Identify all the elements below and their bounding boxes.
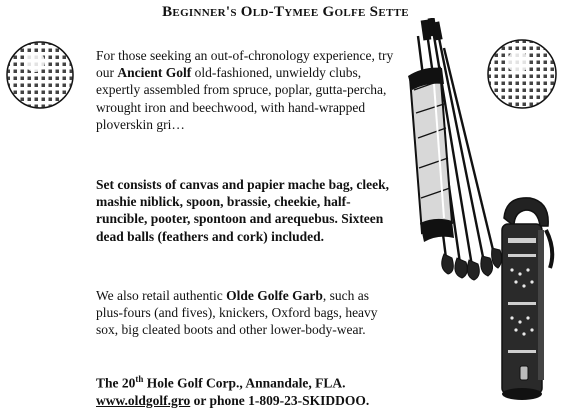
intro-paragraph: For those seeking an out-of-chronology experience, try our Ancient Golf old-fashioned, unwieldy clubs, expertly assembled from spruce, poplar, gutta-percha, wrought iron and beechwood, with hand-wrapped ploverskin gri… xyxy=(96,48,394,132)
brand-ancient-golf: Ancient Golf xyxy=(117,65,192,81)
brand-olde-golfe-garb: Olde Golfe Garb xyxy=(226,288,323,303)
contact-line: www.oldgolf.gro or phone 1-809-23-SKIDDOO. xyxy=(96,392,370,408)
company-line: The 20th Hole Golf Corp., Annandale, FLA. xyxy=(96,374,346,391)
set-description: Set consists of canvas and papier mache bag, cleek, mashie niblick, spoon, brassie, cheekie, half-runcible, pooter, spontoon and arequebus. Sixteen dead balls (feathers and cork) included. xyxy=(96,177,390,244)
page-title: Beginner's Old-Tymee Golfe Sette xyxy=(162,4,409,20)
golf-bag-with-clubs-icon xyxy=(404,18,504,293)
small-golf-bag-icon xyxy=(490,190,562,405)
golf-ball-icon xyxy=(5,40,75,110)
footer-contact xyxy=(96,371,426,409)
website-link[interactable]: www.oldgolf.gro xyxy=(96,392,191,408)
garb-paragraph: We also retail authentic Olde Golfe Garb, such as plus-fours (and fives), knickers, Oxford bags, heavy sox, big cleated boots and other lower-body-wear. xyxy=(96,288,378,338)
